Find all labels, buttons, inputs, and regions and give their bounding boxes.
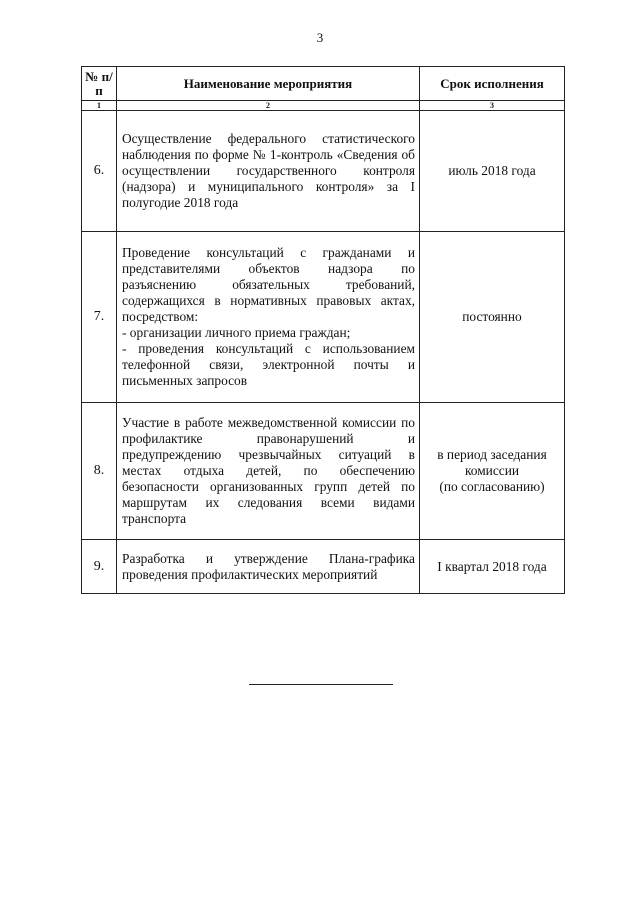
term-line: комиссии <box>464 463 520 478</box>
column-index: 2 <box>117 101 420 111</box>
term-line: (по согласованию) <box>439 479 545 494</box>
column-index: 1 <box>82 101 117 111</box>
row-description <box>117 232 420 403</box>
table-row <box>82 111 565 232</box>
description-line: Участие в работе межведомственной комиссии по профилактике правонарушений и предупреждению чрезвычайных ситуаций в местах отдыха детей, по обеспечению безопасности организованных групп детей по маршрутам их следования всеми видами транспорта <box>122 415 415 526</box>
description-line: Осуществление федерального статистического наблюдения по форме № 1-контроль «Сведения об осуществлении государственного контроля (надзора) и муниципального контроля» за I полугодие 2018 года <box>122 131 415 210</box>
row-description <box>117 540 420 594</box>
table-row <box>82 232 565 403</box>
closing-rule <box>249 684 393 685</box>
row-term <box>420 403 565 540</box>
description-line: Разработка и утверждение Плана-графика проведения профилактических мероприятий <box>122 550 415 582</box>
column-index: 3 <box>420 101 565 111</box>
description-line: - организации личного приема граждан; <box>122 325 351 340</box>
table-header-row <box>82 67 565 101</box>
header-num: № п/п <box>82 67 117 101</box>
row-description <box>117 403 420 540</box>
row-description <box>117 111 420 232</box>
term-line: I квартал 2018 года <box>437 558 547 574</box>
term-line: в период заседания <box>437 447 547 462</box>
row-term <box>420 232 565 403</box>
description-line: - проведения консультаций с использованием телефонной связи, электронной почты и письменных запросов <box>122 341 415 388</box>
header-term: Срок исполнения <box>420 67 565 101</box>
row-term <box>420 111 565 232</box>
row-number: 7. <box>82 232 117 403</box>
row-term <box>420 540 565 594</box>
row-number: 6. <box>82 111 117 232</box>
page-number: 3 <box>316 30 324 45</box>
row-number: 9. <box>82 540 117 594</box>
plan-table <box>81 66 565 594</box>
description-line: Проведение консультаций с гражданами и представителями объектов надзора по разъяснению обязательных требований, содержащихся в нормативных правовых актах, посредством: <box>122 245 415 324</box>
header-name: Наименование мероприятия <box>117 67 420 101</box>
table-row <box>82 403 565 540</box>
term-line: июль 2018 года <box>448 163 536 178</box>
column-index-row <box>82 101 565 111</box>
term-line: постоянно <box>462 309 522 324</box>
row-number: 8. <box>82 403 117 540</box>
table-row <box>82 540 565 594</box>
